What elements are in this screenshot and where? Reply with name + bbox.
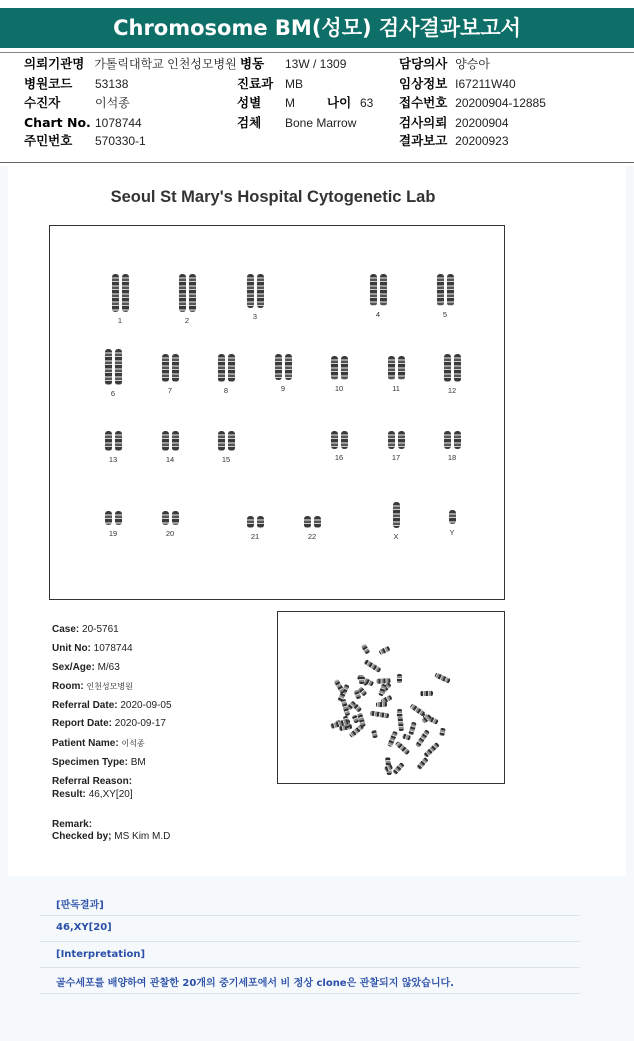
patient-name-label: Patient Name: [52, 738, 119, 749]
judgment-value: 46,XY[20] [56, 922, 112, 933]
metaphase-chromosome [423, 742, 440, 758]
metaphase-chromosome [395, 740, 410, 754]
chromosome-pair-3 [243, 274, 267, 321]
karyotype-image [49, 225, 505, 600]
chromosome-pair-22 [300, 516, 324, 541]
metaphase-chromosome [371, 730, 378, 739]
divider [40, 941, 580, 942]
chromosome [179, 274, 186, 312]
chromosome-label: X [393, 532, 399, 541]
chromosome-pair-14 [158, 431, 182, 464]
chromosome [370, 274, 377, 306]
receipt-no-label: 접수번호 [399, 95, 448, 110]
metaphase-image [277, 611, 505, 784]
patient-label: 수진자 [24, 95, 61, 110]
chromosome [115, 431, 122, 451]
chromosome [218, 354, 225, 382]
chromosome [393, 502, 400, 528]
chromosome-pair-1 [108, 274, 132, 325]
metaphase-chromosome [353, 703, 362, 712]
metaphase-chromosome [415, 729, 430, 748]
checked-label: Checked by; [52, 831, 112, 842]
metaphase-chromosome [409, 703, 425, 716]
header-request-date [399, 116, 509, 130]
request-date-value: 20200904 [455, 116, 509, 130]
remark-row [52, 819, 92, 830]
chromosome [447, 274, 454, 306]
interpretation-label: [Interpretation] [56, 949, 146, 960]
chromosome-label: 6 [110, 389, 116, 398]
chromosome [257, 516, 264, 528]
chromosome [172, 511, 179, 525]
room-row [52, 681, 133, 692]
chromosome-pair-8 [214, 354, 238, 395]
divider [40, 915, 580, 916]
result-row [52, 789, 133, 800]
header-receipt-no [399, 96, 546, 110]
chromosome-pair-12 [440, 354, 464, 395]
specimen-type-value: BM [130, 757, 146, 768]
age-label: 나이 [327, 95, 352, 110]
patient-name-value: 이석종 [121, 739, 145, 748]
metaphase-chromosome [364, 659, 382, 673]
ward-value: 13W / 1309 [285, 57, 347, 71]
metaphase-chromosome [434, 672, 451, 683]
chromosome-label: 13 [108, 455, 118, 464]
chromosome [105, 511, 112, 525]
doctor-value: 양승아 [455, 57, 490, 71]
header-chart-no [24, 115, 142, 130]
header-institution [24, 57, 237, 71]
case-value: 20-5761 [82, 624, 119, 635]
chromosome-label: 15 [221, 455, 231, 464]
doctor-label: 담당의사 [399, 56, 448, 71]
chromosome [341, 431, 348, 449]
chromosome-pair-x [384, 502, 408, 541]
ward-label: 병동 [240, 56, 265, 71]
divider [0, 52, 634, 53]
room-label: Room: [52, 681, 84, 692]
chromosome-pair-5 [433, 274, 457, 319]
chromosome-label: 2 [184, 316, 190, 325]
chromosome [380, 274, 387, 306]
chromosome-pair-18 [440, 431, 464, 462]
chromosome [112, 274, 119, 312]
chromosome-label: 12 [447, 386, 457, 395]
chromosome-label: 7 [167, 386, 173, 395]
hospital-code-value: 53138 [95, 77, 129, 91]
metaphase-chromosome [359, 675, 364, 684]
chromosome [115, 349, 122, 385]
resident-no-label: 주민번호 [24, 133, 73, 148]
chromosome [444, 431, 451, 449]
chromosome [105, 349, 112, 385]
chromosome [172, 354, 179, 382]
metaphase-chromosome [392, 762, 404, 775]
header-clinical-info [399, 77, 516, 91]
sex-value: M [285, 96, 295, 110]
metaphase-chromosome [379, 646, 391, 655]
age-value: 63 [359, 96, 374, 110]
report-date-value: 20200923 [455, 134, 509, 148]
lab-title: Seoul St Mary's Hospital Cytogenetic Lab [110, 188, 436, 206]
metaphase-chromosome [420, 691, 433, 696]
case-row [52, 624, 119, 635]
chromosome [398, 356, 405, 380]
chromosome-label: 18 [447, 453, 457, 462]
report-title: Chromosome BM(성모) 검사결과보고서 [0, 8, 634, 48]
chromosome-label: 3 [252, 312, 258, 321]
chromosome-label: 4 [375, 310, 381, 319]
chromosome-pair-2 [175, 274, 199, 325]
chromosome [331, 356, 338, 380]
resident-no-value: 570330-1 [95, 134, 146, 148]
report-date-label: 결과보고 [399, 133, 448, 148]
metaphase-chromosome [361, 644, 370, 655]
chromosome [162, 431, 169, 451]
chromosome-label: 20 [165, 529, 175, 538]
divider [40, 993, 580, 994]
chromosome-pair-6 [101, 349, 125, 398]
chromosome-label: 17 [391, 453, 401, 462]
hospital-code-label: 병원코드 [24, 76, 73, 91]
chromosome-label: 16 [334, 453, 344, 462]
dept-label: 진료과 [237, 76, 274, 91]
chromosome [398, 431, 405, 449]
interpretation-text: 골수세포를 배양하여 관찰한 20개의 중기세포에서 비 정상 clone은 관찰되지 않았습니다. [56, 978, 454, 989]
chromosome [162, 511, 169, 525]
patient-value: 이석종 [95, 96, 130, 110]
chromosome [388, 356, 395, 380]
chromosome [314, 516, 321, 528]
chromosome-label: 10 [334, 384, 344, 393]
chromosome-label: Y [449, 528, 455, 537]
dept-value: MB [285, 77, 303, 91]
metaphase-chromosome [439, 727, 446, 736]
reason-row [52, 776, 132, 787]
chromosome [454, 354, 461, 382]
chromosome-label: 5 [442, 310, 448, 319]
chart-no-label: Chart No. [24, 115, 91, 130]
result-value: 46,XY[20] [88, 789, 133, 800]
chromosome [172, 431, 179, 451]
chromosome [444, 354, 451, 382]
metaphase-chromosome [408, 722, 416, 736]
chromosome-label: 22 [307, 532, 317, 541]
checked-value: MS Kim M.D [114, 831, 171, 842]
chromosome [228, 354, 235, 382]
result-label: Result: [52, 789, 86, 800]
chromosome [331, 431, 338, 449]
chromosome-label: 9 [280, 384, 286, 393]
request-date-label: 검사의뢰 [399, 115, 448, 130]
chromosome [304, 516, 311, 528]
chromosome [115, 511, 122, 525]
header-sex [237, 95, 295, 110]
sexage-label: Sex/Age: [52, 662, 95, 673]
specimen-value: Bone Marrow [285, 116, 357, 130]
sex-label: 성별 [237, 95, 262, 110]
chromosome-pair-17 [384, 431, 408, 462]
chromosome-pair-11 [384, 356, 408, 393]
chromosome-pair-9 [271, 354, 295, 393]
divider [40, 967, 580, 968]
chromosome [218, 431, 225, 451]
clinical-info-value: I67211W40 [455, 77, 516, 91]
chromosome [449, 510, 456, 524]
reason-label: Referral Reason: [52, 776, 133, 787]
chromosome [275, 354, 282, 380]
unit-row [52, 643, 133, 654]
chromosome [189, 274, 196, 312]
chromosome [388, 431, 395, 449]
clinical-info-label: 임상정보 [399, 76, 448, 91]
chromosome-pair-13 [101, 431, 125, 464]
header-doctor [399, 57, 490, 71]
chromosome-pair-10 [327, 356, 351, 393]
chromosome-label: 1 [117, 316, 123, 325]
chromosome-pair-4 [366, 274, 390, 319]
repdate-row [52, 718, 166, 729]
chromosome [285, 354, 292, 380]
room-value: 인천성모병원 [86, 682, 133, 691]
sexage-row [52, 662, 120, 673]
case-label: Case: [52, 624, 80, 635]
header-report-date [399, 134, 509, 148]
chromosome-label: 14 [165, 455, 175, 464]
remark-label: Remark: [52, 819, 93, 830]
chromosome-pair-7 [158, 354, 182, 395]
header-specimen [237, 115, 357, 130]
metaphase-chromosome [416, 757, 428, 770]
chromosome [247, 274, 254, 308]
chromosome-label: 21 [250, 532, 260, 541]
chromosome [257, 274, 264, 308]
chromosome [454, 431, 461, 449]
sexage-value: M/63 [97, 662, 120, 673]
chromosome-pair-15 [214, 431, 238, 464]
judgment-label: [판독결과] [56, 900, 104, 911]
unit-label: Unit No: [52, 643, 91, 654]
header-resident-no [24, 133, 146, 148]
refdate-row [52, 700, 172, 711]
chromosome-pair-20 [158, 511, 182, 538]
specimen-type-label: Specimen Type: [52, 757, 128, 768]
chromosome-pair-19 [101, 511, 125, 538]
metaphase-chromosome [397, 674, 402, 683]
chromosome-pair-16 [327, 431, 351, 462]
specimen-label: 검체 [237, 115, 262, 130]
chromosome-label: 8 [223, 386, 229, 395]
institution-label: 의뢰기관명 [24, 56, 85, 71]
chromosome [162, 354, 169, 382]
chromosome-label: 19 [108, 529, 118, 538]
refdate-value: 2020-09-05 [120, 700, 172, 711]
chromosome [228, 431, 235, 451]
chromosome [247, 516, 254, 528]
chromosome [341, 356, 348, 380]
chromosome-pair-y [440, 510, 464, 537]
header-divider [0, 162, 634, 163]
header-hospital-code [24, 76, 129, 91]
chromosome-pair-21 [243, 516, 267, 541]
chromosome-label: 11 [392, 384, 400, 393]
repdate-value: 2020-09-17 [114, 718, 166, 729]
repdate-label: Report Date: [52, 718, 113, 729]
specimen-row [52, 757, 146, 768]
chart-no-value: 1078744 [95, 116, 142, 130]
institution-value: 가톨릭대학교 인천성모병원 [94, 57, 237, 71]
unit-value: 1078744 [93, 643, 133, 654]
chromosome [105, 431, 112, 451]
patient-row [52, 738, 145, 749]
refdate-label: Referral Date: [52, 700, 118, 711]
checked-row [52, 831, 170, 842]
header-dept [237, 76, 303, 91]
header-patient [24, 95, 130, 110]
chromosome [437, 274, 444, 306]
metaphase-chromosome [376, 701, 387, 707]
metaphase-chromosome [370, 710, 390, 718]
receipt-no-value: 20200904-12885 [455, 96, 546, 110]
chromosome [122, 274, 129, 312]
header-age [327, 96, 373, 110]
header-ward [240, 56, 347, 71]
